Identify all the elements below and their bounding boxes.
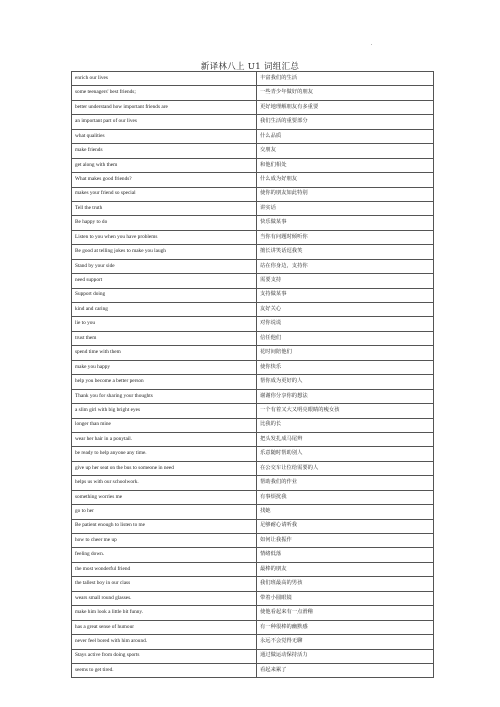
chinese-meaning-cell: 如何让我振作 [257, 534, 434, 548]
english-phrase-cell: a slim girl with big bright eyes [72, 404, 257, 418]
vocabulary-table-body [72, 72, 434, 678]
chinese-meaning-cell: 帮助我们的作业 [257, 476, 434, 490]
english-phrase-cell: What makes good friends? [72, 173, 257, 187]
table-row [72, 534, 434, 548]
chinese-meaning-cell: 看起来累了 [257, 663, 434, 677]
chinese-meaning-cell: 什么品质 [257, 129, 434, 143]
english-phrase-cell: Thank you for sharing your thoughts [72, 389, 257, 403]
chinese-meaning-cell: 帮你成为更好的人 [257, 375, 434, 389]
english-phrase-cell: has a great sense of humour [72, 620, 257, 634]
english-phrase-cell: the most wonderful friend [72, 562, 257, 576]
english-phrase-cell: an important part of our lives [72, 115, 257, 129]
chinese-meaning-cell: 更好地理解朋友有多重要 [257, 100, 434, 114]
english-phrase-cell: Tell the truth [72, 201, 257, 215]
page-title: 新译林八上 U1 词组汇总 [200, 62, 300, 72]
table-row [72, 577, 434, 591]
english-phrase-cell: how to cheer me up [72, 534, 257, 548]
chinese-meaning-cell: 情绪低落 [257, 548, 434, 562]
chinese-meaning-cell: 擅长讲笑话逗我笑 [257, 245, 434, 259]
english-phrase-cell: kind and caring [72, 303, 257, 317]
chinese-meaning-cell: 讲实话 [257, 201, 434, 215]
chinese-meaning-cell: 友好关心 [257, 303, 434, 317]
english-phrase-cell: be ready to help anyone any time. [72, 447, 257, 461]
english-phrase-cell: wear her hair in a ponytail. [72, 432, 257, 446]
english-phrase-cell: wears small round glasses. [72, 591, 257, 605]
chinese-meaning-cell: 使你快乐 [257, 360, 434, 374]
english-phrase-cell: trust them [72, 331, 257, 345]
table-row [72, 389, 434, 403]
table-row [72, 86, 434, 100]
chinese-meaning-cell: 交朋友 [257, 144, 434, 158]
table-row [72, 635, 434, 649]
table-row [72, 346, 434, 360]
chinese-meaning-cell: 使你的朋友如此特别 [257, 187, 434, 201]
english-phrase-cell: Be good at telling jokes to make you laugh [72, 245, 257, 259]
chinese-meaning-cell: 找她 [257, 505, 434, 519]
table-row [72, 245, 434, 259]
vocabulary-table [71, 71, 434, 678]
english-phrase-cell: longer than mine [72, 418, 257, 432]
table-row [72, 201, 434, 215]
english-phrase-cell: Support doing [72, 288, 257, 302]
chinese-meaning-cell: 需要支持 [257, 274, 434, 288]
chinese-meaning-cell: 比我的长 [257, 418, 434, 432]
table-row [72, 591, 434, 605]
english-phrase-cell: what qualities [72, 129, 257, 143]
table-row [72, 230, 434, 244]
table-row [72, 548, 434, 562]
table-row [72, 562, 434, 576]
table-row [72, 158, 434, 172]
chinese-meaning-cell: 最棒的朋友 [257, 562, 434, 576]
chinese-meaning-cell: 带着小圆眼镜 [257, 591, 434, 605]
english-phrase-cell: get along with them [72, 158, 257, 172]
english-phrase-cell: enrich our lives [72, 72, 257, 86]
chinese-meaning-cell: 乐意随时帮助别人 [257, 447, 434, 461]
table-row [72, 100, 434, 114]
table-row [72, 649, 434, 663]
chinese-meaning-cell: 有一种很棒的幽默感 [257, 620, 434, 634]
english-phrase-cell: spend time with them [72, 346, 257, 360]
chinese-meaning-cell: 谢谢你分享你的想法 [257, 389, 434, 403]
table-row [72, 115, 434, 129]
english-phrase-cell: make friends [72, 144, 257, 158]
table-row [72, 317, 434, 331]
chinese-meaning-cell: 我们生活的重要部分 [257, 115, 434, 129]
english-phrase-cell: some teenagers' best friends; [72, 86, 257, 100]
english-phrase-cell: give up her seat on the bus to someone in need [72, 461, 257, 475]
table-row [72, 375, 434, 389]
chinese-meaning-cell: 使他看起来有一点滑稽 [257, 606, 434, 620]
english-phrase-cell: makes your friend so special [72, 187, 257, 201]
chinese-meaning-cell: 和他们相处 [257, 158, 434, 172]
table-row [72, 360, 434, 374]
table-row [72, 476, 434, 490]
chinese-meaning-cell: 永远不会觉得无聊 [257, 635, 434, 649]
table-row [72, 461, 434, 475]
table-row [72, 331, 434, 345]
english-phrase-cell: Be patient enough to listen to me [72, 519, 257, 533]
english-phrase-cell: something worries me [72, 490, 257, 504]
table-row [72, 144, 434, 158]
english-phrase-cell: better understand how important friends are [72, 100, 257, 114]
english-phrase-cell: Stays active from doing sports [72, 649, 257, 663]
chinese-meaning-cell: 站在你身边，支持你 [257, 259, 434, 273]
table-row [72, 404, 434, 418]
english-phrase-cell: lie to you [72, 317, 257, 331]
chinese-meaning-cell: 支持做某事 [257, 288, 434, 302]
table-row [72, 173, 434, 187]
table-row [72, 129, 434, 143]
table-row [72, 519, 434, 533]
english-phrase-cell: go to her [72, 505, 257, 519]
english-phrase-cell: the tallest boy in our class [72, 577, 257, 591]
chinese-meaning-cell: 丰富我们的生活 [257, 72, 434, 86]
scan-speck [371, 44, 372, 45]
chinese-meaning-cell: 通过做运动保持活力 [257, 649, 434, 663]
table-row [72, 72, 434, 86]
chinese-meaning-cell: 花时间陪他们 [257, 346, 434, 360]
table-row [72, 259, 434, 273]
chinese-meaning-cell: 在公交车让位给需要的人 [257, 461, 434, 475]
table-row [72, 432, 434, 446]
english-phrase-cell: Listen to you when you have problems [72, 230, 257, 244]
table-row [72, 490, 434, 504]
english-phrase-cell: never feel bored with him around. [72, 635, 257, 649]
english-phrase-cell: helps us with our schoolwork. [72, 476, 257, 490]
chinese-meaning-cell: 一个有着又大又明亮眼睛的瘦女孩 [257, 404, 434, 418]
chinese-meaning-cell: 当你有问题时倾听你 [257, 230, 434, 244]
english-phrase-cell: make him look a little bit funny. [72, 606, 257, 620]
chinese-meaning-cell: 足够耐心请听我 [257, 519, 434, 533]
table-row [72, 288, 434, 302]
table-row [72, 606, 434, 620]
chinese-meaning-cell: 对你说谎 [257, 317, 434, 331]
table-row [72, 187, 434, 201]
table-row [72, 505, 434, 519]
table-row [72, 216, 434, 230]
table-row [72, 620, 434, 634]
table-row [72, 663, 434, 677]
table-row [72, 303, 434, 317]
table-row [72, 447, 434, 461]
english-phrase-cell: need support [72, 274, 257, 288]
english-phrase-cell: help you become a better person [72, 375, 257, 389]
chinese-meaning-cell: 一些青少年做好的朋友 [257, 86, 434, 100]
english-phrase-cell: make you happy [72, 360, 257, 374]
chinese-meaning-cell: 快乐做某事 [257, 216, 434, 230]
english-phrase-cell: Stand by your side [72, 259, 257, 273]
english-phrase-cell: feeling down. [72, 548, 257, 562]
chinese-meaning-cell: 有事烦扰我 [257, 490, 434, 504]
english-phrase-cell: seems to get tired. [72, 663, 257, 677]
chinese-meaning-cell: 信任他们 [257, 331, 434, 345]
english-phrase-cell: Be happy to do [72, 216, 257, 230]
chinese-meaning-cell: 我们班最高的男孩 [257, 577, 434, 591]
chinese-meaning-cell: 把头发扎成马尾辫 [257, 432, 434, 446]
table-row [72, 274, 434, 288]
chinese-meaning-cell: 什么成为好朋友 [257, 173, 434, 187]
table-row [72, 418, 434, 432]
